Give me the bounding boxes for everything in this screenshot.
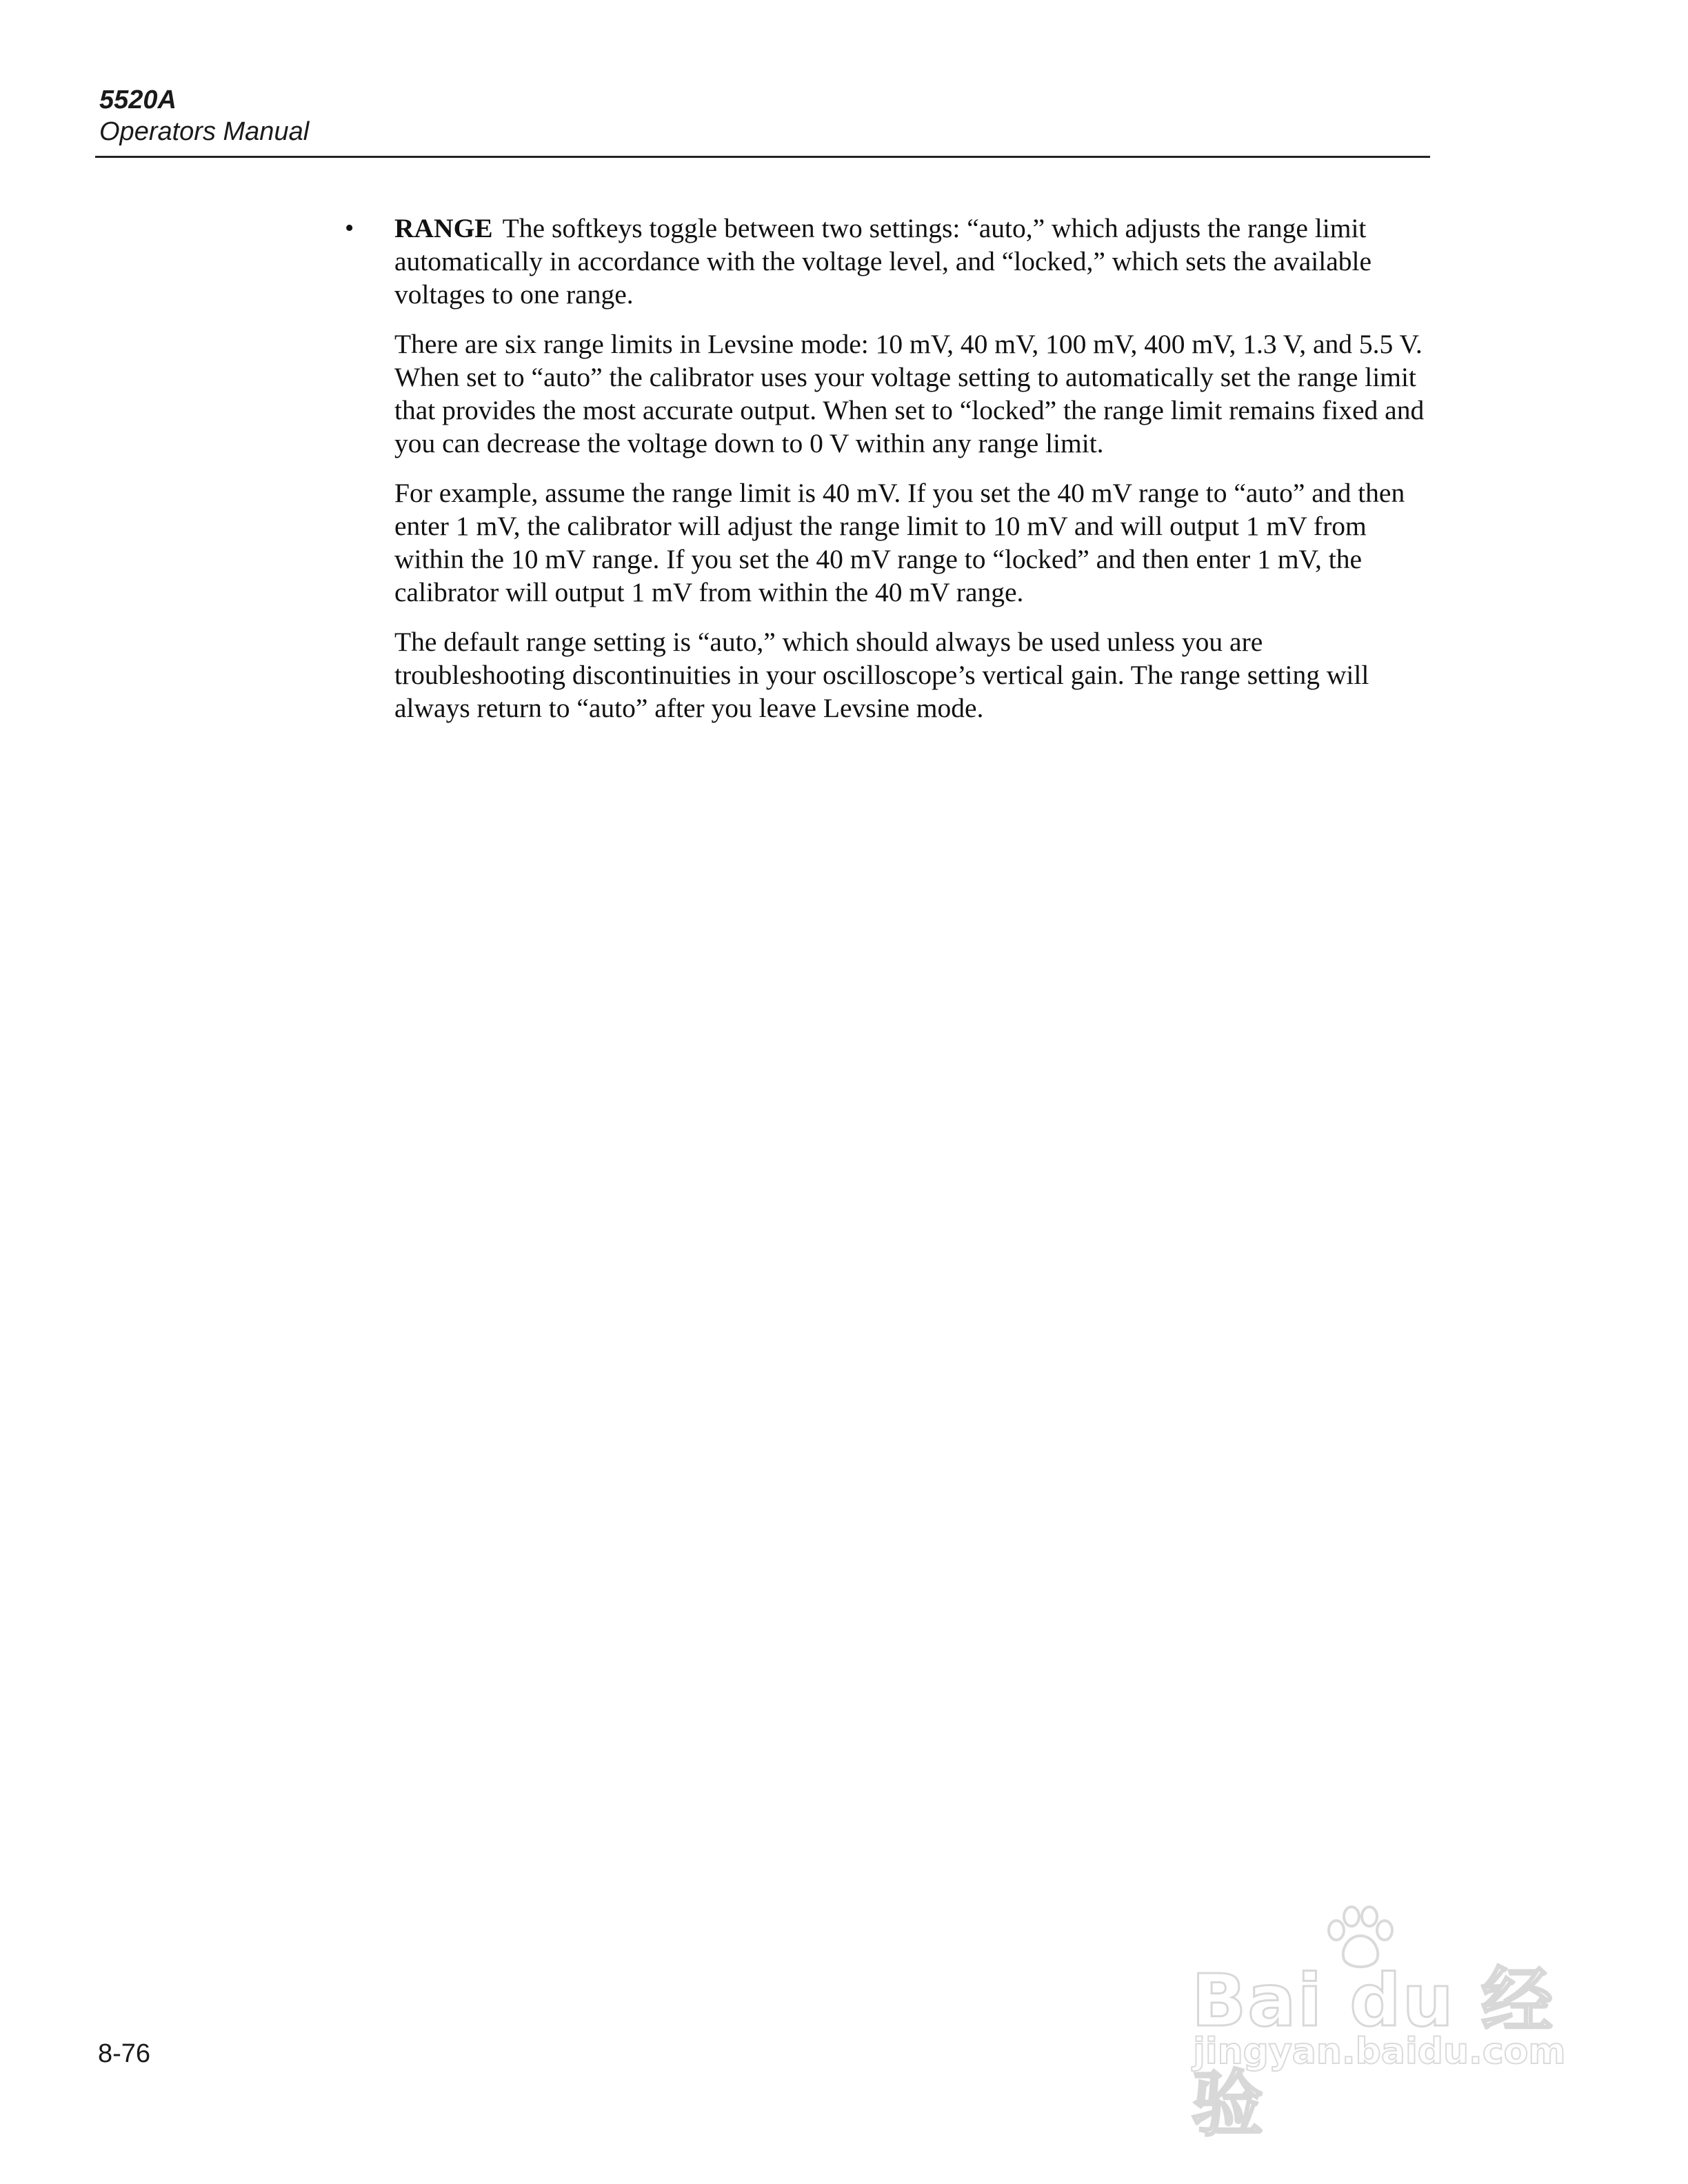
header-model: 5520A [99,85,177,114]
bullet-icon: • [345,214,354,243]
header-divider [95,156,1430,158]
paragraph-default-setting: The default range setting is “auto,” which should always be used unless you are troubleshooting discontinuities in your oscilloscope’s vertical gain. The range setting will always return to “auto” after you leave Levsine mode. [394,627,1369,723]
page-number: 8-76 [98,2039,151,2068]
range-description: The softkeys toggle between two settings: “auto,” which adjusts the range limit automatically in accordance with the voltage level, and “locked,” which sets the available voltages to one range. [394,213,1372,310]
watermark-domain: jingyan.baidu.com [1193,2031,1566,2072]
page-header [99,84,309,148]
main-content [345,212,1436,741]
paragraph-range-limits: There are six range limits in Levsine mode: 10 mV, 40 mV, 100 mV, 400 mV, 1.3 V, and 5.5 V. When set to “auto” the calibrator uses your voltage setting to automatically set the range limit that provides the most accurate output. When set to “locked” the range limit remains fixed and you can decrease the voltage down to 0 V within any range limit. [394,329,1425,458]
range-term: RANGE [394,213,493,243]
watermark-brand: Bai du 经验 [1192,1959,1554,2146]
range-bullet-item [345,212,1436,311]
watermark [1185,1903,1571,2146]
header-manual-title: Operators Manual [99,117,310,146]
paragraph-example: For example, assume the range limit is 40 mV. If you set the 40 mV range to “auto” and then enter 1 mV, the calibrator will adjust the range limit to 10 mV and will output 1 mV from within the 10 mV range. If you set the 40 mV range to “locked” and then enter 1 mV, the calibrator will output 1 mV from within the 40 mV range. [394,478,1405,607]
